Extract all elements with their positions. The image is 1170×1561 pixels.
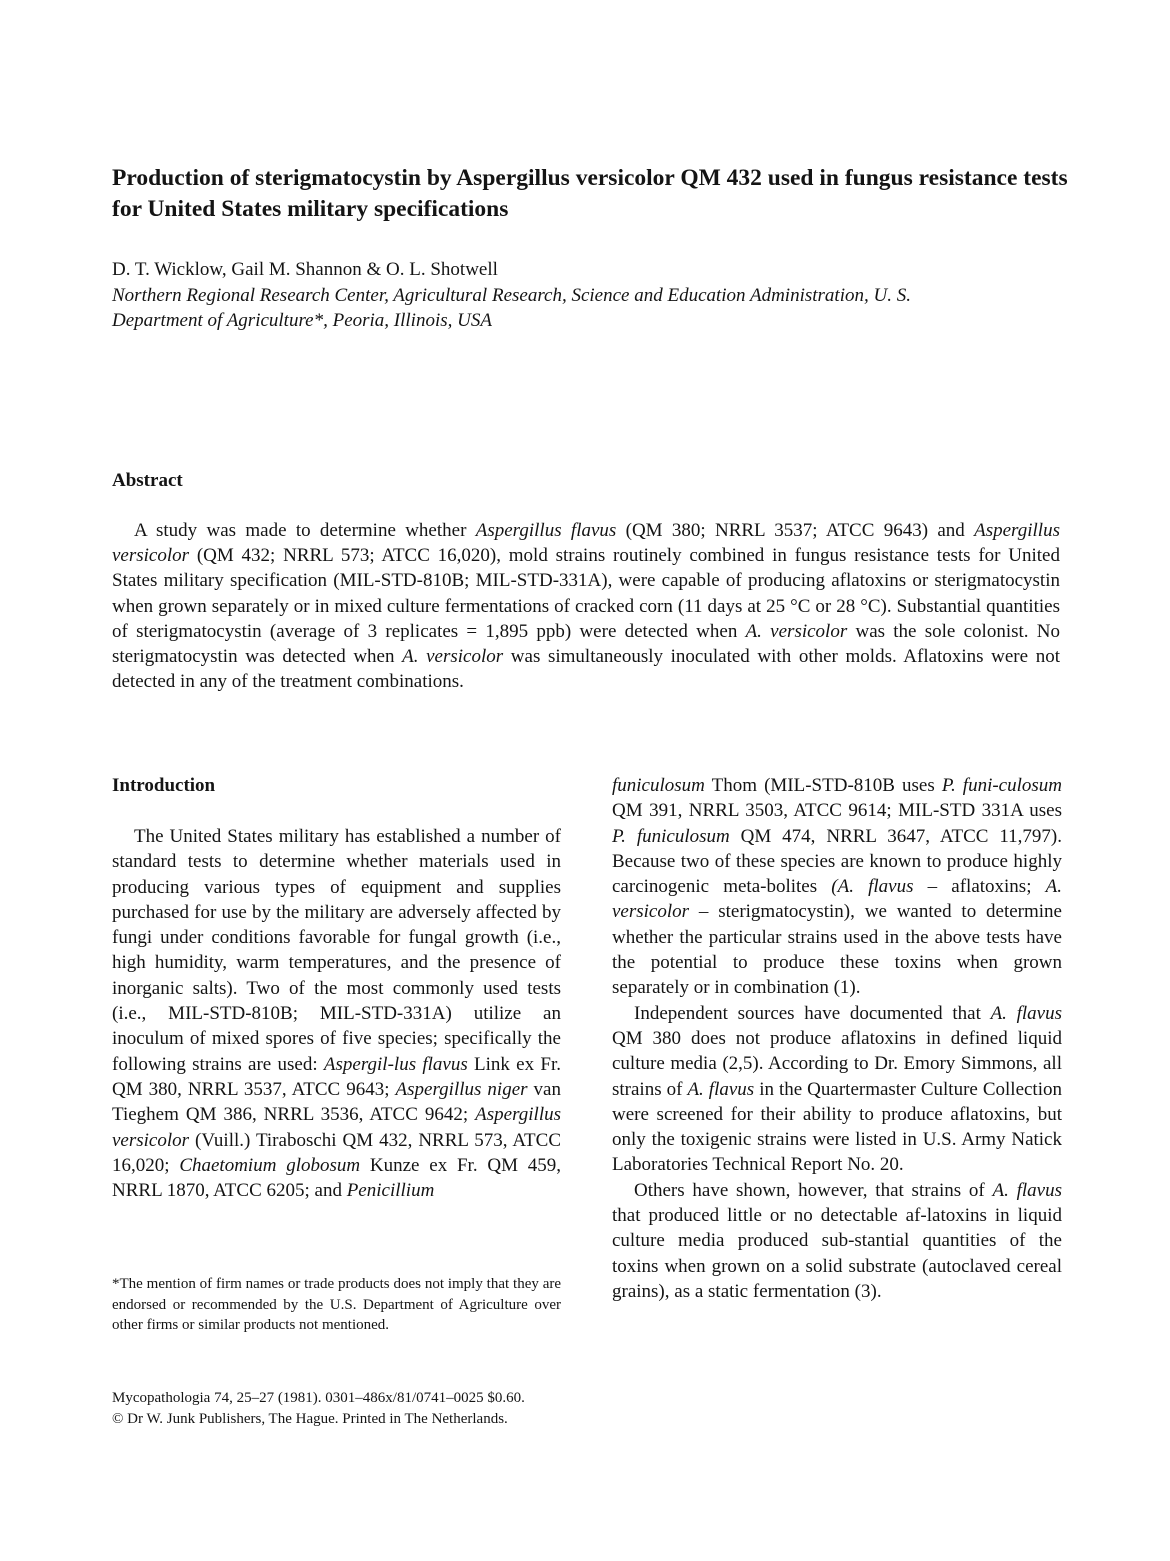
- text-run: QM 380 does not produce aflatoxins in defined liquid culture media (2,5). According to Dr. Emory Simmons, all strains of: [612, 1027, 1062, 1100]
- text-run: The United States military has established a number of standard tests to determine whether materials used in producing various types of equipment and supplies purchased for use by the military are adversely affected by fungi under conditions favorable for fungal growth (i.e., high humidity, warm temperatures, and the presence of inorganic salts). Two of the most commonly used tests (i.e., MIL-STD-810B; MIL-STD-331A) utilize an inoculum of mixed spores of five species; specifically the following strains are used:: [112, 826, 561, 1075]
- abstract-run: was the sole colonist. No sterigmatocystin was detected when: [112, 620, 1060, 668]
- text-run: van Tieghem QM 386, NRRL 3536, ATCC 9642;: [112, 1078, 561, 1126]
- intro-paragraph: [112, 824, 561, 1203]
- abstract-run: was simultaneously inoculated with other molds. Aflatoxins were not detected in any of the treatment combinations.: [112, 646, 1060, 693]
- species-name: Aspergillus niger: [395, 1078, 528, 1100]
- species-name: A. versicolor: [612, 876, 1062, 923]
- species-name: P. funi-culosum: [941, 775, 1062, 796]
- text-run: in the Quartermaster Culture Collection were screened for their ability to produce aflatoxins, but only the toxigenic strains were listed in U.S. Army Natick Laboratories Technical Report No. 20.: [612, 1078, 1062, 1176]
- text-run: Thom (MIL-STD-810B uses: [704, 775, 942, 796]
- text-run: that produced little or no detectable af-latoxins in liquid culture media produced sub-stantial quantities of the toxins when grown on a solid substrate (autoclaved cereal grains), as a static fermentation (3).: [612, 1205, 1062, 1302]
- affiliation: [112, 283, 1072, 333]
- abstract-heading: Abstract: [112, 470, 183, 491]
- citation-line: Mycopathologia 74, 25–27 (1981). 0301–486x/81/0741–0025 $0.60.: [112, 1390, 525, 1406]
- intro-paragraph: [612, 1178, 1062, 1304]
- text-run: (Vuill.) Tiraboschi QM 432, NRRL 573, ATCC 16,020;: [112, 1129, 561, 1176]
- intro-paragraph: [612, 1001, 1062, 1178]
- text-run: – sterigmatocystin), we wanted to determine whether the particular strains used in the above tests have the potential to produce these toxins when grown separately or in combination (1).: [612, 901, 1062, 999]
- species-name: Penicillium: [346, 1180, 435, 1202]
- species-name: Chaetomium globosum: [179, 1154, 361, 1176]
- species-name: A. versicolor: [402, 646, 504, 668]
- species-name: A. flavus: [687, 1078, 755, 1100]
- affiliation-line: Northern Regional Research Center, Agricultural Research, Science and Education Administration, U. S.: [112, 285, 911, 306]
- species-name: Aspergillus flavus: [475, 520, 617, 541]
- text-run: QM 474, NRRL 3647, ATCC 11,797). Because two of these species are known to produce highly carcinogenic meta-bolites: [612, 825, 1062, 898]
- abstract-run: (QM 380; NRRL 3537; ATCC 9643) and: [616, 520, 975, 541]
- text-run: Independent sources have documented that: [634, 1002, 991, 1024]
- introduction-heading: Introduction: [112, 775, 216, 796]
- text-run: Link ex Fr. QM 380, NRRL 3537, ATCC 9643;: [112, 1053, 561, 1100]
- footnote: *The mention of firm names or trade products does not imply that they are endorsed or recommended by the U.S. Department of Agriculture over other firms or similar products not mentioned.: [112, 1276, 561, 1333]
- abstract-text: [112, 518, 1060, 694]
- paper-title: Production of sterigmatocystin by Aspergillus versicolor QM 432 used in fungus resistance tests for United States military specifications: [112, 165, 1068, 222]
- text-run: Kunze ex Fr. QM 459, NRRL 1870, ATCC 6205; and: [112, 1154, 562, 1202]
- species-name: A. flavus: [990, 1002, 1062, 1024]
- affiliation-line: Department of Agriculture*, Peoria, Illinois, USA: [112, 310, 492, 331]
- species-name: A. flavus: [992, 1179, 1062, 1201]
- abstract-run: (QM 432; NRRL 573; ATCC 16,020), mold strains routinely combined in fungus resistance tests for United States military specification (MIL-STD-810B; MIL-STD-331A), were capable of producing aflatoxins or sterigmatocystin when grown separately or in mixed culture fermentations of cracked corn (11 days at 25 °C or 28 °C). Substantial quantities of sterigmatocystin (average of 3 replicates = 1,895 ppb) were detected when: [112, 545, 1060, 642]
- species-name: Aspergillus versicolor: [112, 1104, 561, 1151]
- species-name: Aspergil-lus flavus: [323, 1053, 468, 1075]
- author-list: D. T. Wicklow, Gail M. Shannon & O. L. Shotwell: [112, 259, 498, 280]
- species-name: A. versicolor: [745, 620, 848, 642]
- journal-citation: [112, 1388, 525, 1430]
- species-name: Aspergillus versicolor: [112, 520, 1060, 567]
- species-name: P. funiculosum: [612, 825, 730, 847]
- text-run: QM 391, NRRL 3503, ATCC 9614; MIL-STD 331A uses: [612, 800, 1062, 822]
- abstract-run: A study was made to determine whether: [134, 520, 476, 541]
- copyright-line: © Dr W. Junk Publishers, The Hague. Printed in The Netherlands.: [112, 1411, 508, 1427]
- intro-paragraph-continued: [612, 773, 1062, 1001]
- right-column: [612, 773, 1062, 1304]
- species-name: funiculosum: [612, 775, 705, 796]
- text-run: – aflatoxins;: [913, 876, 1046, 898]
- left-column: [112, 824, 561, 1203]
- text-run: Others have shown, however, that strains of: [634, 1179, 993, 1201]
- species-name: (A. flavus: [831, 876, 914, 898]
